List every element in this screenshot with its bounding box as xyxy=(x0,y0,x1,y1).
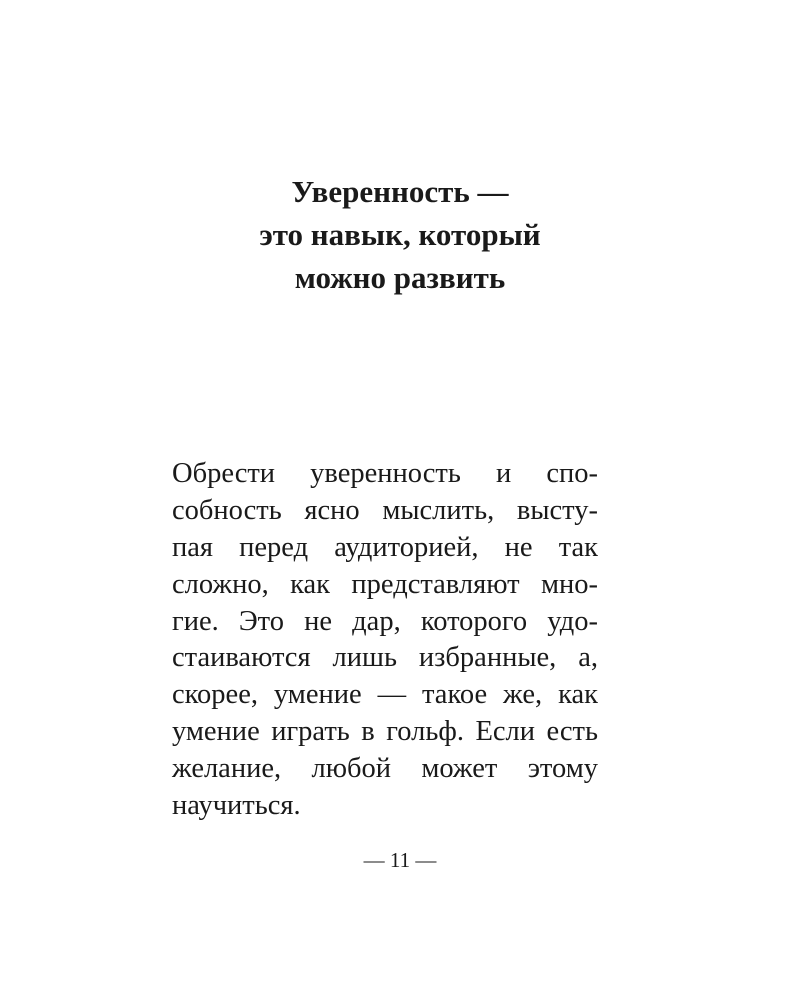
chapter-title-line: Уверенность — xyxy=(291,174,509,209)
paragraph-line: стаиваются лишь избранные, а, xyxy=(172,642,598,674)
paragraph-line: умение играть в гольф. Если есть xyxy=(172,716,598,748)
paragraph-line: гие. Это не дар, которого удо- xyxy=(172,605,598,637)
paragraph-line: желание, любой может этому xyxy=(172,753,598,785)
paragraph-line: пая перед аудиторией, не так xyxy=(172,531,598,563)
chapter-title-line: это навык, который xyxy=(259,217,541,252)
chapter-title xyxy=(0,170,800,299)
page-number: — 11 — xyxy=(363,848,437,872)
paragraph-line: собность ясно мыслить, высту- xyxy=(172,494,598,526)
paragraph-line: Обрести уверенность и спо- xyxy=(172,458,598,489)
body-paragraph xyxy=(172,456,598,825)
paragraph-line: скорее, умение — такое же, как xyxy=(172,679,598,711)
paragraph-line: научиться. xyxy=(172,790,301,822)
paragraph-line: сложно, как представляют мно- xyxy=(172,568,598,600)
chapter-title-line: можно развить xyxy=(294,260,506,295)
